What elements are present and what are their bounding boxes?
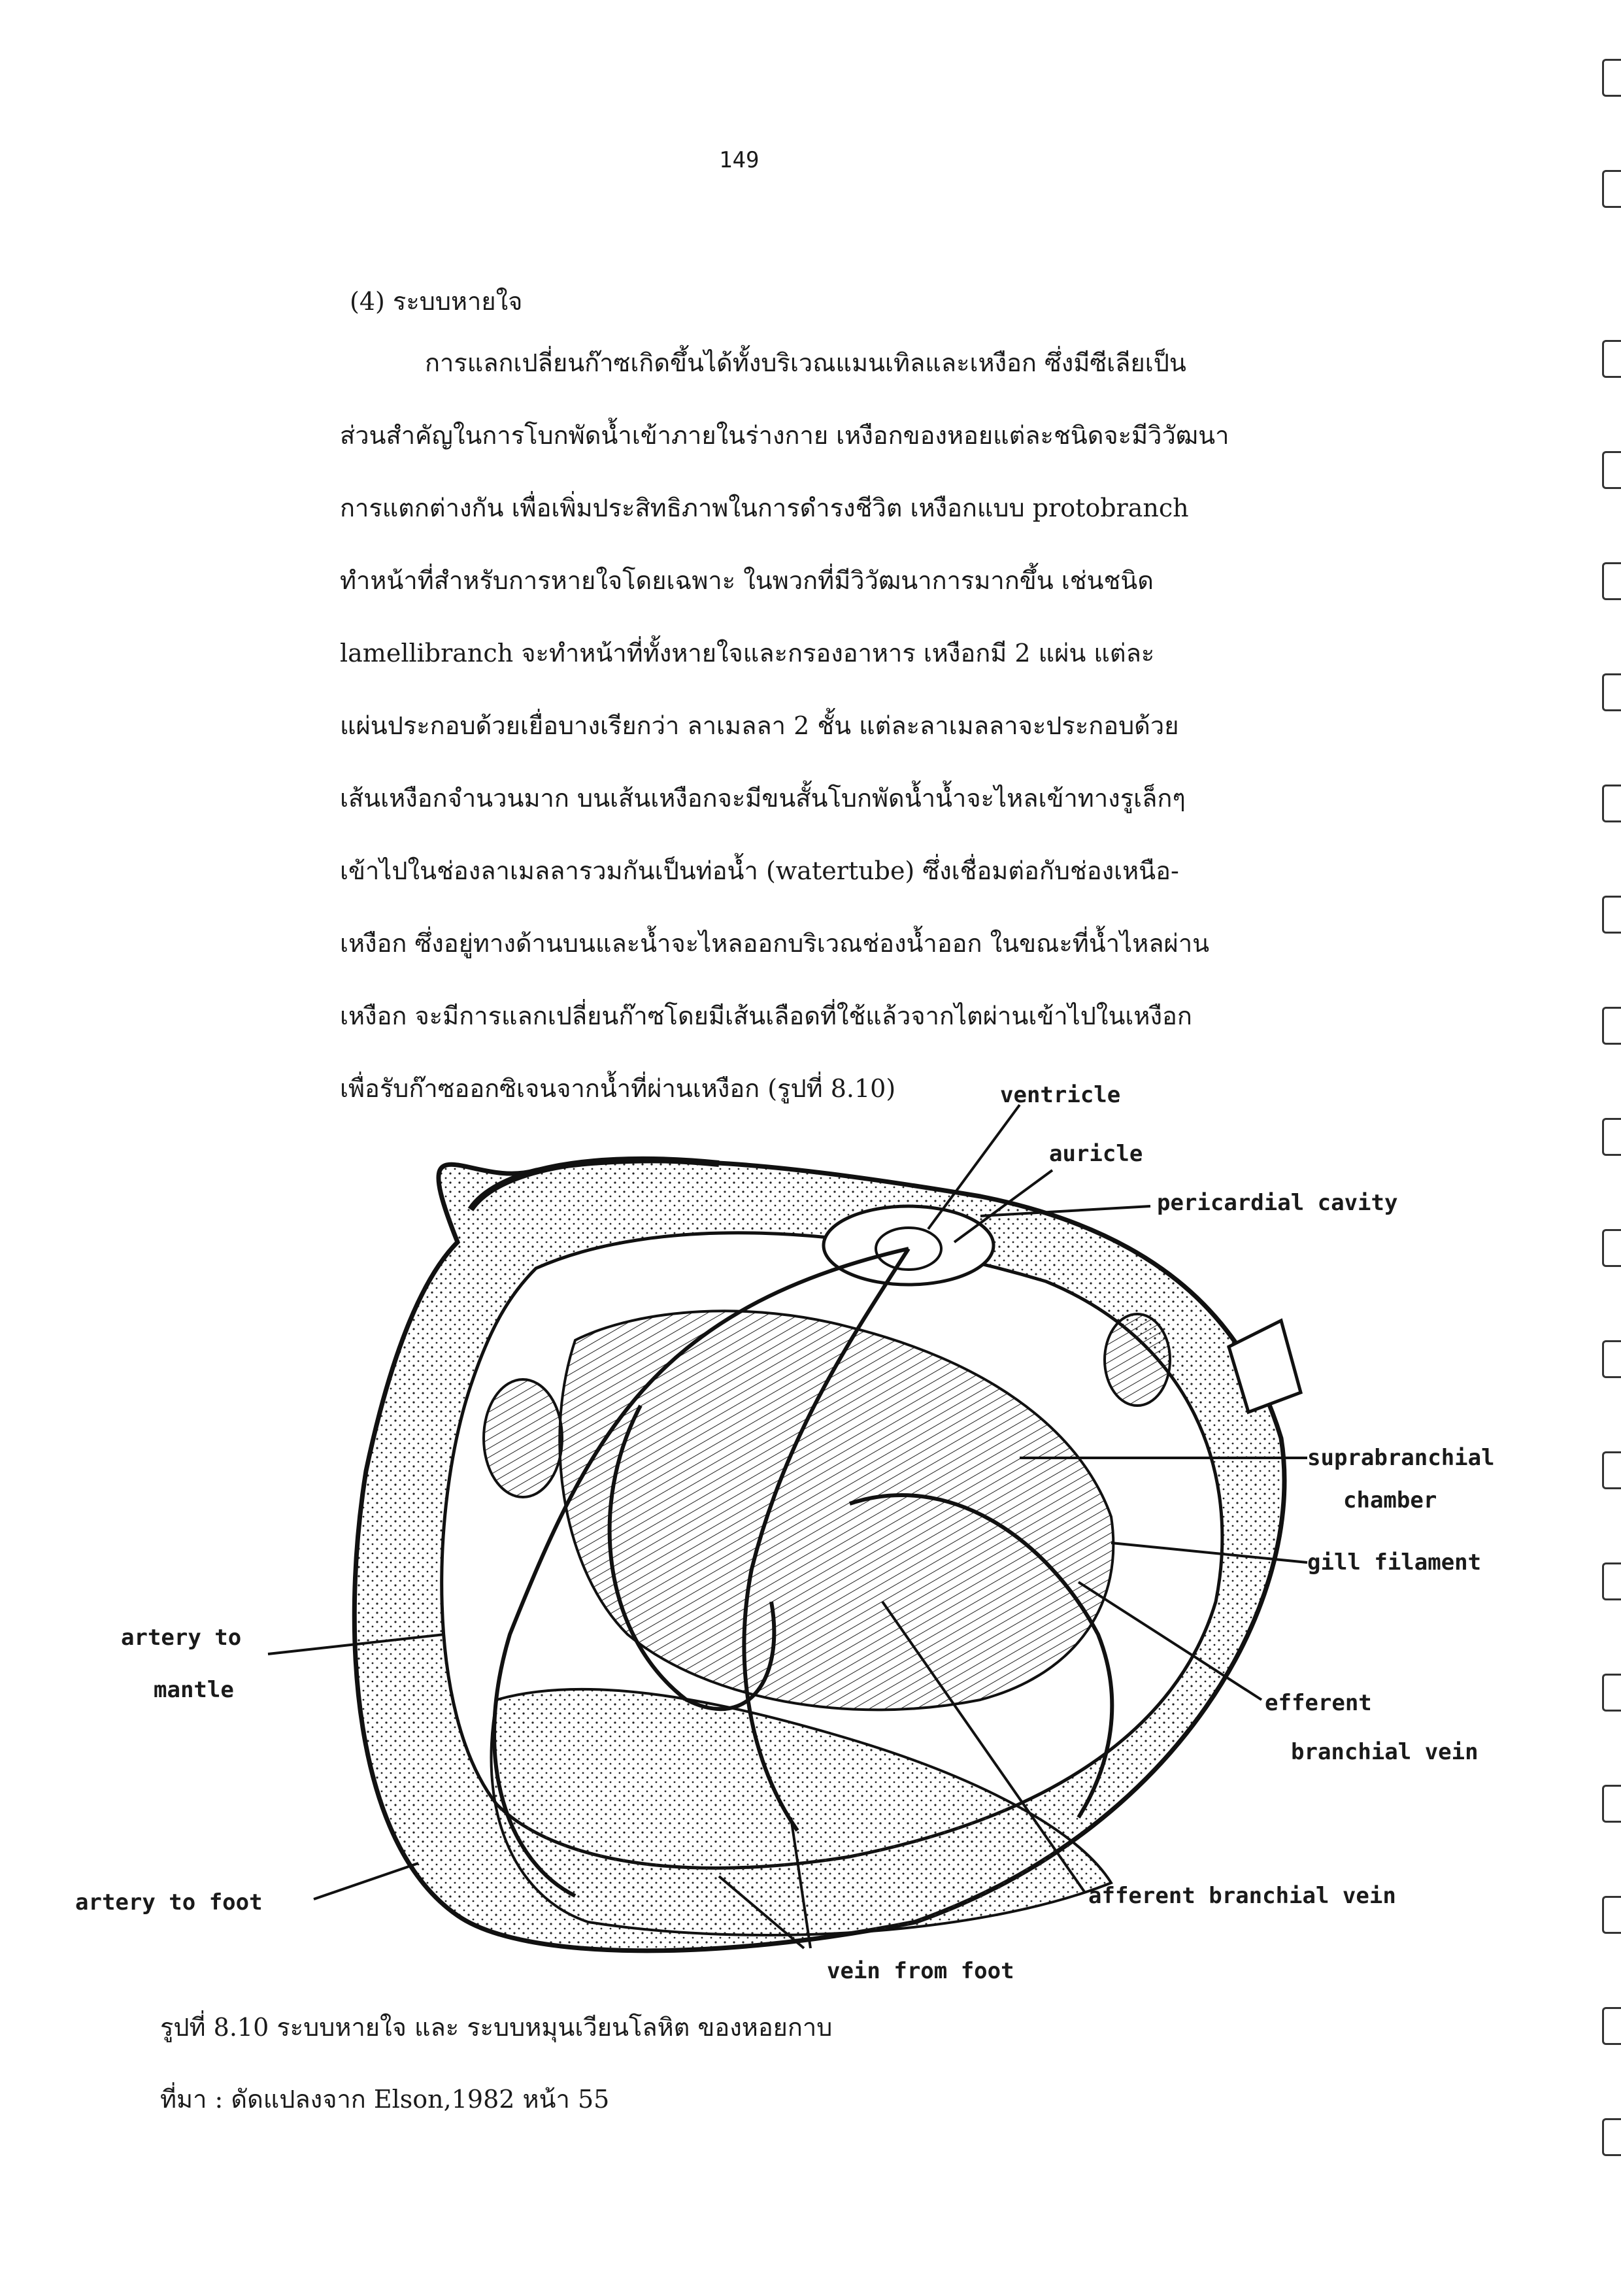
- label-pericardial-cavity: pericardial cavity: [1157, 1190, 1398, 1216]
- label-artery-to-foot: artery to foot: [75, 1889, 263, 1916]
- label-mantle: mantle: [154, 1677, 234, 1703]
- label-gill-filament: gill filament: [1307, 1549, 1482, 1576]
- binder-tab: [1602, 1896, 1621, 1934]
- binder-tab: [1602, 340, 1621, 378]
- binder-tab: [1602, 1340, 1621, 1378]
- binder-tab: [1602, 673, 1621, 711]
- paragraph-line: เพื่อรับก๊าซออกซิเจนจากน้ำที่ผ่านเหงือก (รูปที่ 8.10): [340, 1074, 896, 1103]
- paragraph-line: เหงือก ซึ่งอยู่ทางด้านบนและน้ำจะไหลออกบริเวณช่องน้ำออก ในขณะที่น้ำไหลผ่าน: [340, 929, 1210, 958]
- label-artery-to: artery to: [121, 1625, 242, 1651]
- binder-tab: [1602, 1118, 1621, 1156]
- paragraph-line: เหงือก จะมีการแลกเปลี่ยนก๊าซโดยมีเส้นเลือดที่ใช้แล้วจากไตผ่านเข้าไปในเหงือก: [340, 1002, 1192, 1030]
- pointer-line: [314, 1863, 418, 1899]
- binder-tab: [1602, 1229, 1621, 1267]
- paragraph-line: เข้าไปในช่องลาเมลลารวมกันเป็นท่อน้ำ (watertube) ซึ่งเชื่อมต่อกับช่องเหนือ-: [340, 856, 1179, 885]
- binder-tab: [1602, 451, 1621, 489]
- binder-tab: [1602, 1674, 1621, 1712]
- binder-tab: [1602, 785, 1621, 822]
- binder-tab: [1602, 562, 1621, 600]
- binder-tab: [1602, 2118, 1621, 2156]
- binder-tab: [1602, 2007, 1621, 2045]
- label-suprabranchial: suprabranchial: [1307, 1445, 1495, 1471]
- section-title: (4) ระบบหายใจ: [350, 287, 523, 316]
- page-number: 149: [719, 147, 760, 173]
- binder-tab: [1602, 1007, 1621, 1045]
- binder-tab: [1602, 1562, 1621, 1600]
- label-efferent: efferent: [1265, 1690, 1372, 1716]
- organ-blob: [1105, 1314, 1170, 1406]
- label-branchial-vein: branchial vein: [1291, 1739, 1479, 1765]
- binder-tab: [1602, 896, 1621, 934]
- binder-tab: [1602, 1451, 1621, 1489]
- binder-tab: [1602, 1785, 1621, 1823]
- figure-caption: รูปที่ 8.10 ระบบหายใจ และ ระบบหมุนเวียนโลหิต ของหอยกาบ: [160, 2013, 833, 2042]
- binder-tab: [1602, 170, 1621, 208]
- label-auricle: auricle: [1049, 1141, 1143, 1167]
- figure-source: ที่มา : ดัดแปลงจาก Elson,1982 หน้า 55: [160, 2085, 610, 2114]
- paragraph-line: lamellibranch จะทำหน้าที่ทั้งหายใจและกรองอาหาร เหงือกมี 2 แผ่น แต่ละ: [340, 639, 1155, 667]
- label-afferent-branchial-vein: afferent branchial vein: [1088, 1883, 1396, 1909]
- binder-tab: [1602, 59, 1621, 97]
- label-vein-from-foot: vein from foot: [827, 1958, 1014, 1984]
- paragraph-line: การแลกเปลี่ยนก๊าซเกิดขึ้นได้ทั้งบริเวณแมนเทิลและเหงือก ซึ่งมีซีเลียเป็น: [425, 348, 1186, 377]
- paragraph-line: ส่วนสำคัญในการโบกพัดน้ำเข้าภายในร่างกาย เหงือกของหอยแต่ละชนิดจะมีวิวัฒนา: [340, 421, 1229, 450]
- paragraph-line: การแตกต่างกัน เพื่อเพิ่มประสิทธิภาพในการดำรงชีวิต เหงือกแบบ protobranch: [340, 494, 1189, 522]
- label-chamber: chamber: [1343, 1487, 1437, 1513]
- paragraph-line: ทำหน้าที่สำหรับการหายใจโดยเฉพาะ ในพวกที่มีวิวัฒนาการมากขึ้น เช่นชนิด: [340, 566, 1154, 595]
- organ-blob: [484, 1379, 562, 1497]
- paragraph-line: เส้นเหงือกจำนวนมาก บนเส้นเหงือกจะมีขนสั้นโบกพัดน้ำน้ำจะไหลเข้าทางรูเล็กๆ: [340, 784, 1186, 813]
- paragraph-line: แผ่นประกอบด้วยเยื่อบางเรียกว่า ลาเมลลา 2 ชั้น แต่ละลาเมลลาจะประกอบด้วย: [340, 711, 1179, 740]
- label-ventricle: ventricle: [1000, 1082, 1121, 1108]
